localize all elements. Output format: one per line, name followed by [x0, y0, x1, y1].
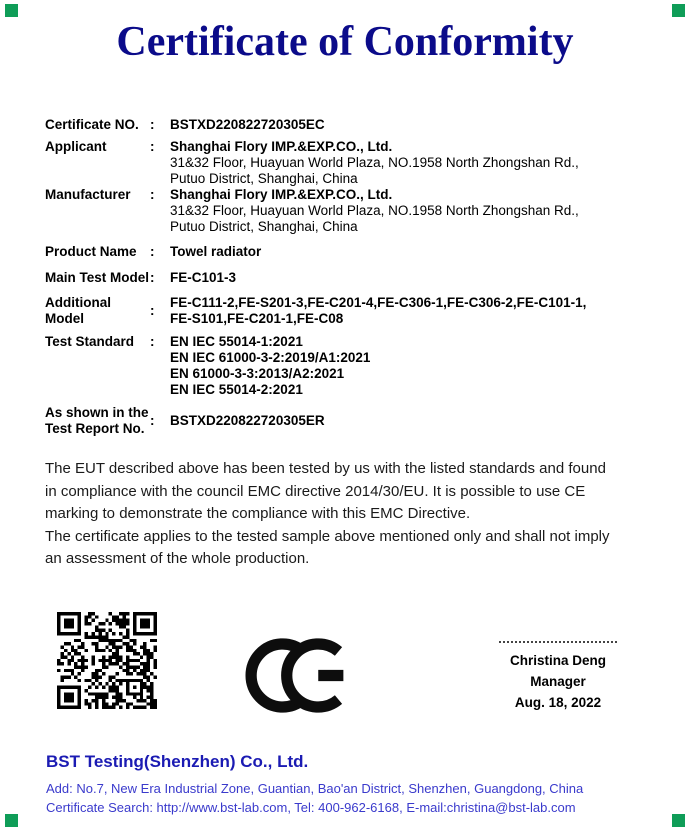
- field-value-line: Shanghai Flory IMP.&EXP.CO., Ltd.: [170, 187, 393, 202]
- field-value-line: Towel radiator: [170, 244, 262, 259]
- ce-mark-icon: [245, 638, 345, 713]
- field-row: [45, 244, 645, 260]
- field-colon: :: [150, 270, 155, 285]
- signature-dotted-line: [499, 641, 617, 643]
- field-colon: :: [150, 139, 155, 154]
- field-label: Product Name: [45, 244, 137, 259]
- issuer-company-name: BST Testing(Shenzhen) Co., Ltd.: [46, 752, 309, 771]
- field-colon: :: [150, 334, 155, 349]
- field-value: [170, 413, 645, 429]
- field-colon: :: [150, 303, 155, 318]
- signature-block: [473, 641, 643, 713]
- compliance-statement: [45, 458, 648, 571]
- issuer-footer: [46, 752, 656, 817]
- field-value-line: 31&32 Floor, Huayuan World Plaza, NO.1958 North Zhongshan Rd.,: [170, 155, 579, 170]
- statement-line: The certificate applies to the tested sample above mentioned only and shall not imply: [45, 527, 610, 545]
- field-value-line: Putuo District, Shanghai, China: [170, 171, 358, 186]
- field-colon: :: [150, 244, 155, 259]
- field-value: [170, 187, 645, 235]
- field-value-line: FE-C111-2,FE-S201-3,FE-C201-4,FE-C306-1,FE-C306-2,FE-C101-1,: [170, 295, 587, 310]
- field-colon: :: [150, 117, 155, 132]
- field-row: [45, 405, 645, 437]
- field-row: [45, 139, 645, 187]
- issuer-contact: Certificate Search: http://www.bst-lab.com, Tel: 400-962-6168, E-mail:christina@bst-lab.com: [46, 800, 576, 815]
- field-value-line: EN IEC 55014-2:2021: [170, 382, 303, 397]
- qr-code-icon: [57, 612, 157, 712]
- field-value: [170, 295, 645, 327]
- field-value: [170, 117, 645, 133]
- field-value: [170, 244, 645, 260]
- field-value-line: BSTXD220822720305EC: [170, 117, 325, 132]
- field-value: [170, 334, 645, 398]
- statement-line: an assessment of the whole production.: [45, 550, 310, 567]
- certificate-fields: [45, 117, 645, 437]
- field-value-line: FE-C101-3: [170, 270, 237, 285]
- statement-line: The EUT described above has been tested by us with the listed standards and found: [45, 460, 606, 477]
- field-value-line: 31&32 Floor, Huayuan World Plaza, NO.1958 North Zhongshan Rd.,: [170, 203, 579, 218]
- field-value-line: EN IEC 61000-3-2:2019/A1:2021: [170, 350, 371, 365]
- field-row: [45, 295, 645, 327]
- statement-line: in compliance with the council EMC directive 2014/30/EU. It is possible to use CE: [45, 482, 586, 500]
- certificate-title: Certificate of Conformity: [116, 19, 574, 65]
- signatory-title: Manager: [530, 674, 586, 689]
- statement-line: marking to demonstrate the compliance with this EMC Directive.: [45, 505, 471, 522]
- signature-date: Aug. 18, 2022: [514, 695, 602, 710]
- field-row: [45, 117, 645, 133]
- signatory-name: Christina Deng: [509, 653, 606, 668]
- field-value-line: BSTXD220822720305ER: [170, 413, 325, 428]
- field-row: [45, 187, 645, 235]
- field-value-line: EN 61000-3-3:2013/A2:2021: [170, 366, 345, 381]
- field-label: Applicant: [45, 139, 107, 154]
- corner-marker-icon: [672, 4, 685, 17]
- field-label: As shown in the Test Report No.: [45, 405, 149, 436]
- field-label: Additional Model: [45, 295, 111, 326]
- field-value-line: EN IEC 55014-1:2021: [170, 334, 303, 349]
- field-value-line: FE-S101,FE-C201-1,FE-C08: [170, 311, 344, 326]
- field-label: Main Test Model: [45, 270, 150, 285]
- field-value-line: Shanghai Flory IMP.&EXP.CO., Ltd.: [170, 139, 393, 154]
- field-row: [45, 334, 645, 398]
- field-colon: :: [150, 413, 155, 428]
- field-colon: :: [150, 187, 155, 202]
- field-row: [45, 270, 645, 286]
- corner-marker-icon: [672, 814, 685, 827]
- field-value: [170, 270, 645, 286]
- corner-marker-icon: [5, 4, 18, 17]
- field-label: Test Standard: [45, 334, 135, 349]
- field-value-line: Putuo District, Shanghai, China: [170, 219, 358, 234]
- corner-marker-icon: [5, 814, 18, 827]
- issuer-address: Add: No.7, New Era Industrial Zone, Guantian, Bao'an District, Shenzhen, Guangdong, China: [46, 781, 584, 796]
- field-label: Certificate NO.: [45, 117, 139, 132]
- field-value: [170, 139, 645, 187]
- field-label: Manufacturer: [45, 187, 131, 202]
